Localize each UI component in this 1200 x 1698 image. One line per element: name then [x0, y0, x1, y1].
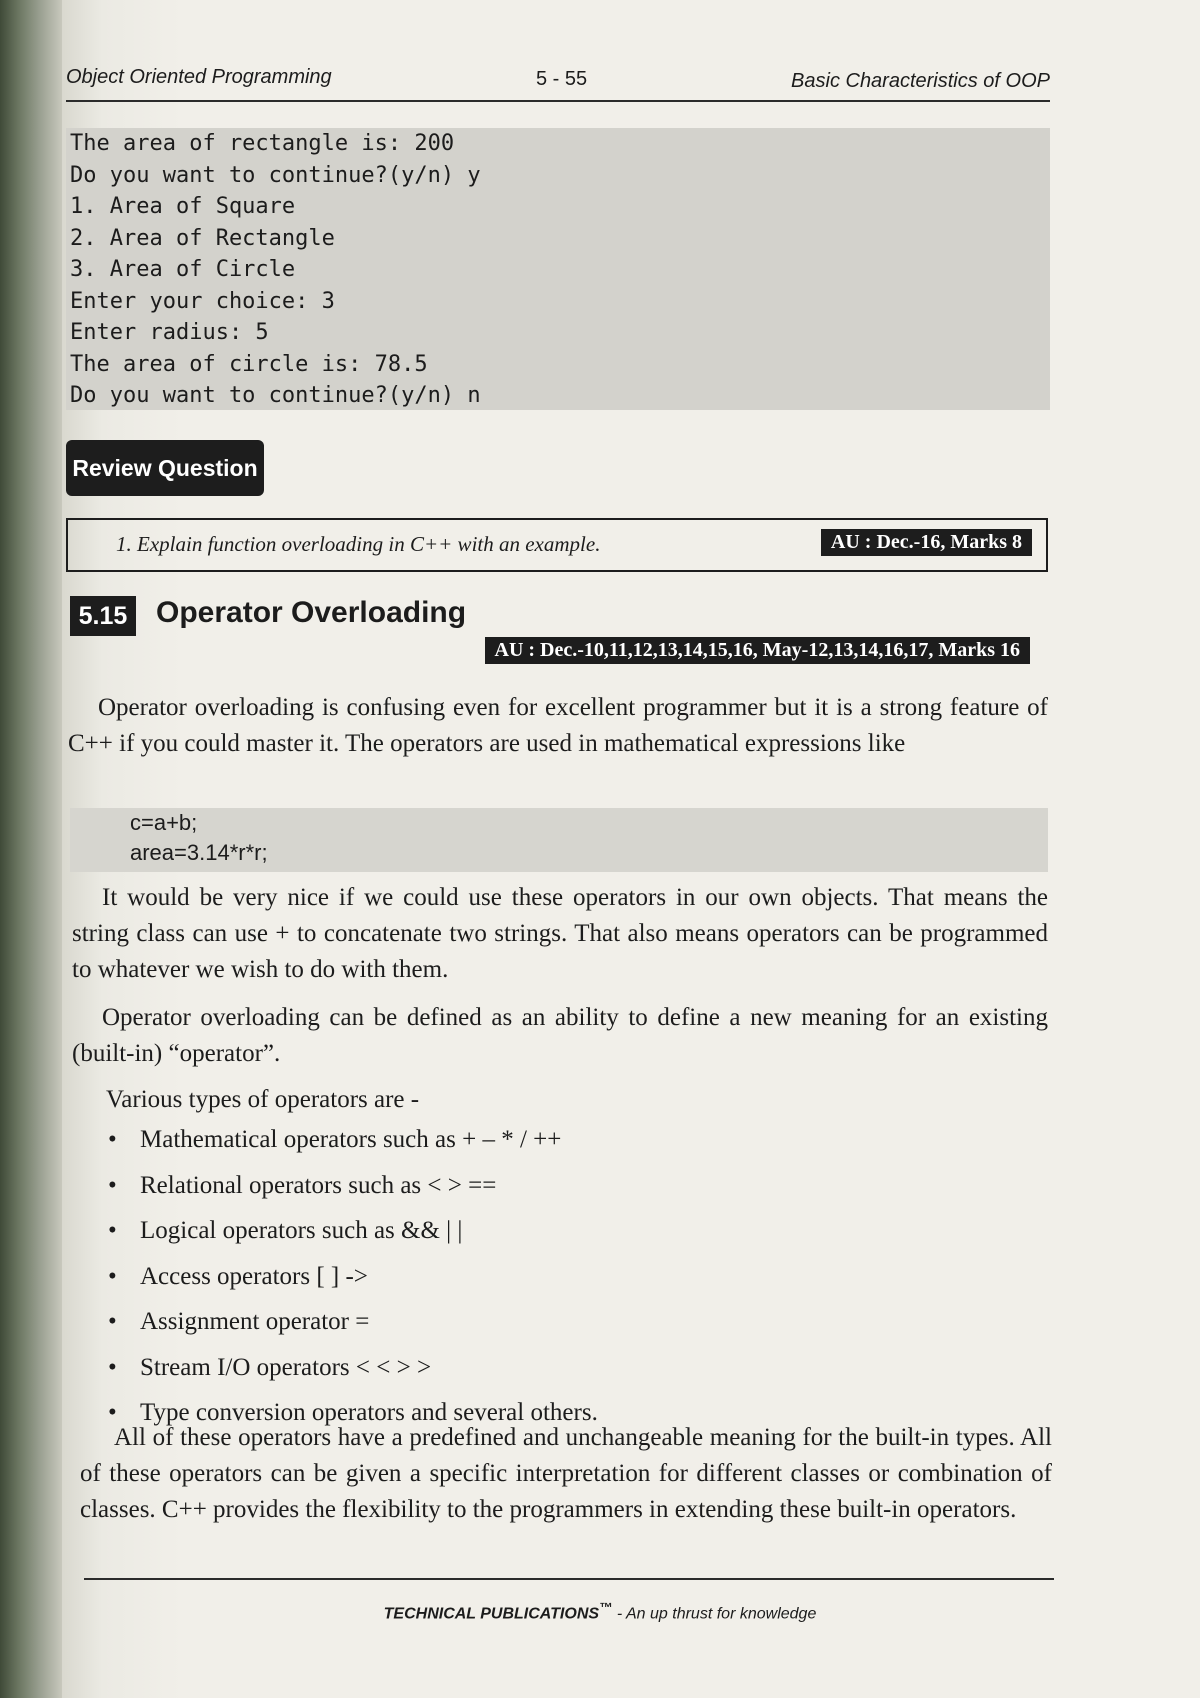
output-line: 2. Area of Rectangle: [70, 225, 335, 251]
list-item: [106, 1304, 1006, 1350]
footer-trademark: ™: [599, 1600, 613, 1615]
list-item: [106, 1122, 1006, 1168]
header-book-title: Object Oriented Programming: [66, 66, 332, 88]
list-item-text: Access operators [ ] ->: [140, 1262, 368, 1290]
paragraph-conclusion: All of these operators have a predefined and unchangeable meaning for the built-in types. All of these operators can be given a specific interpretation for different classes or combination of classes. C++ provides the flexibility to the programmers in extending these built-in operators.: [80, 1424, 1052, 1523]
list-item-text: Stream I/O operators < < > >: [140, 1353, 432, 1381]
list-item-text: Logical operators such as && | |: [140, 1217, 463, 1244]
output-line: Do you want to continue?(y/n) n: [70, 383, 481, 408]
code-snippet: [70, 808, 1048, 872]
output-line: Enter your choice: 3: [70, 288, 335, 314]
code-line: c=a+b;: [130, 810, 198, 835]
footer-rule: [84, 1578, 1054, 1580]
list-item: [106, 1168, 1006, 1214]
output-line: The area of circle is: 78.5: [70, 351, 428, 377]
bullet-icon: •: [108, 1217, 117, 1244]
bullet-icon: •: [108, 1353, 117, 1381]
bullet-icon: •: [108, 1171, 117, 1199]
review-question-text: 1. Explain function overloading in C++ with an example.: [116, 532, 601, 556]
list-item-text: Mathematical operators such as + – * / ++: [140, 1126, 562, 1153]
output-line: The area of rectangle is: 200: [70, 131, 455, 156]
paragraph-definition: Operator overloading can be defined as an ability to define a new meaning for an existing (built-in) “operator”.: [72, 1004, 1048, 1067]
review-question-box: [66, 518, 1048, 572]
section-marks-badge: AU : Dec.-10,11,12,13,14,15,16, May-12,13,14,16,17, Marks 16: [485, 637, 1031, 664]
bullet-icon: •: [108, 1126, 117, 1153]
output-line: 3. Area of Circle: [70, 257, 296, 282]
bullet-icon: •: [108, 1262, 117, 1290]
paragraph-intro: Operator overloading is confusing even for excellent programmer but it is a strong feature of C++ if you could master it. The operators are used in mathematical expressions like: [68, 694, 1048, 757]
list-item: [106, 1213, 1006, 1259]
output-line: 1. Area of Square: [70, 194, 296, 219]
page-footer: [0, 1600, 1200, 1623]
book-binding-edge: [0, 0, 62, 1698]
footer-tagline: - An up thrust for knowledge: [612, 1605, 817, 1623]
output-line: Enter radius: 5: [70, 320, 269, 345]
review-question-marks-badge: AU : Dec.-16, Marks 8: [821, 529, 1032, 556]
list-item-text: Assignment operator =: [140, 1308, 370, 1335]
code-line: area=3.14*r*r;: [130, 840, 268, 865]
list-item: [106, 1259, 1006, 1305]
output-line: Do you want to continue?(y/n) y: [70, 162, 481, 188]
section-title: Operator Overloading: [156, 596, 467, 629]
footer-publisher: TECHNICAL PUBLICATIONS: [383, 1605, 600, 1623]
program-output-box: [66, 128, 1050, 410]
list-item: [106, 1350, 1006, 1396]
running-header: [66, 62, 1050, 102]
list-item-text: Type conversion operators and several others.: [140, 1399, 598, 1426]
section-number: 5.15: [70, 596, 136, 636]
paragraph-objects: It would be very nice if we could use these operators in our own objects. That means the string class can use + to concatenate two strings. That also means operators can be programmed to whatever we wish to do with them.: [72, 884, 1048, 983]
bullet-icon: •: [108, 1399, 117, 1426]
bullet-icon: •: [108, 1308, 117, 1335]
header-chapter-title: Basic Characteristics of OOP: [791, 70, 1050, 92]
review-question-label: Review Question: [66, 440, 264, 496]
list-item-text: Relational operators such as < > ==: [140, 1171, 497, 1199]
operator-types-list: [106, 1122, 1006, 1441]
header-page-number: 5 - 55: [536, 68, 588, 90]
paragraph-types-intro: Various types of operators are -: [106, 1086, 420, 1113]
header-rule: [66, 100, 1050, 102]
